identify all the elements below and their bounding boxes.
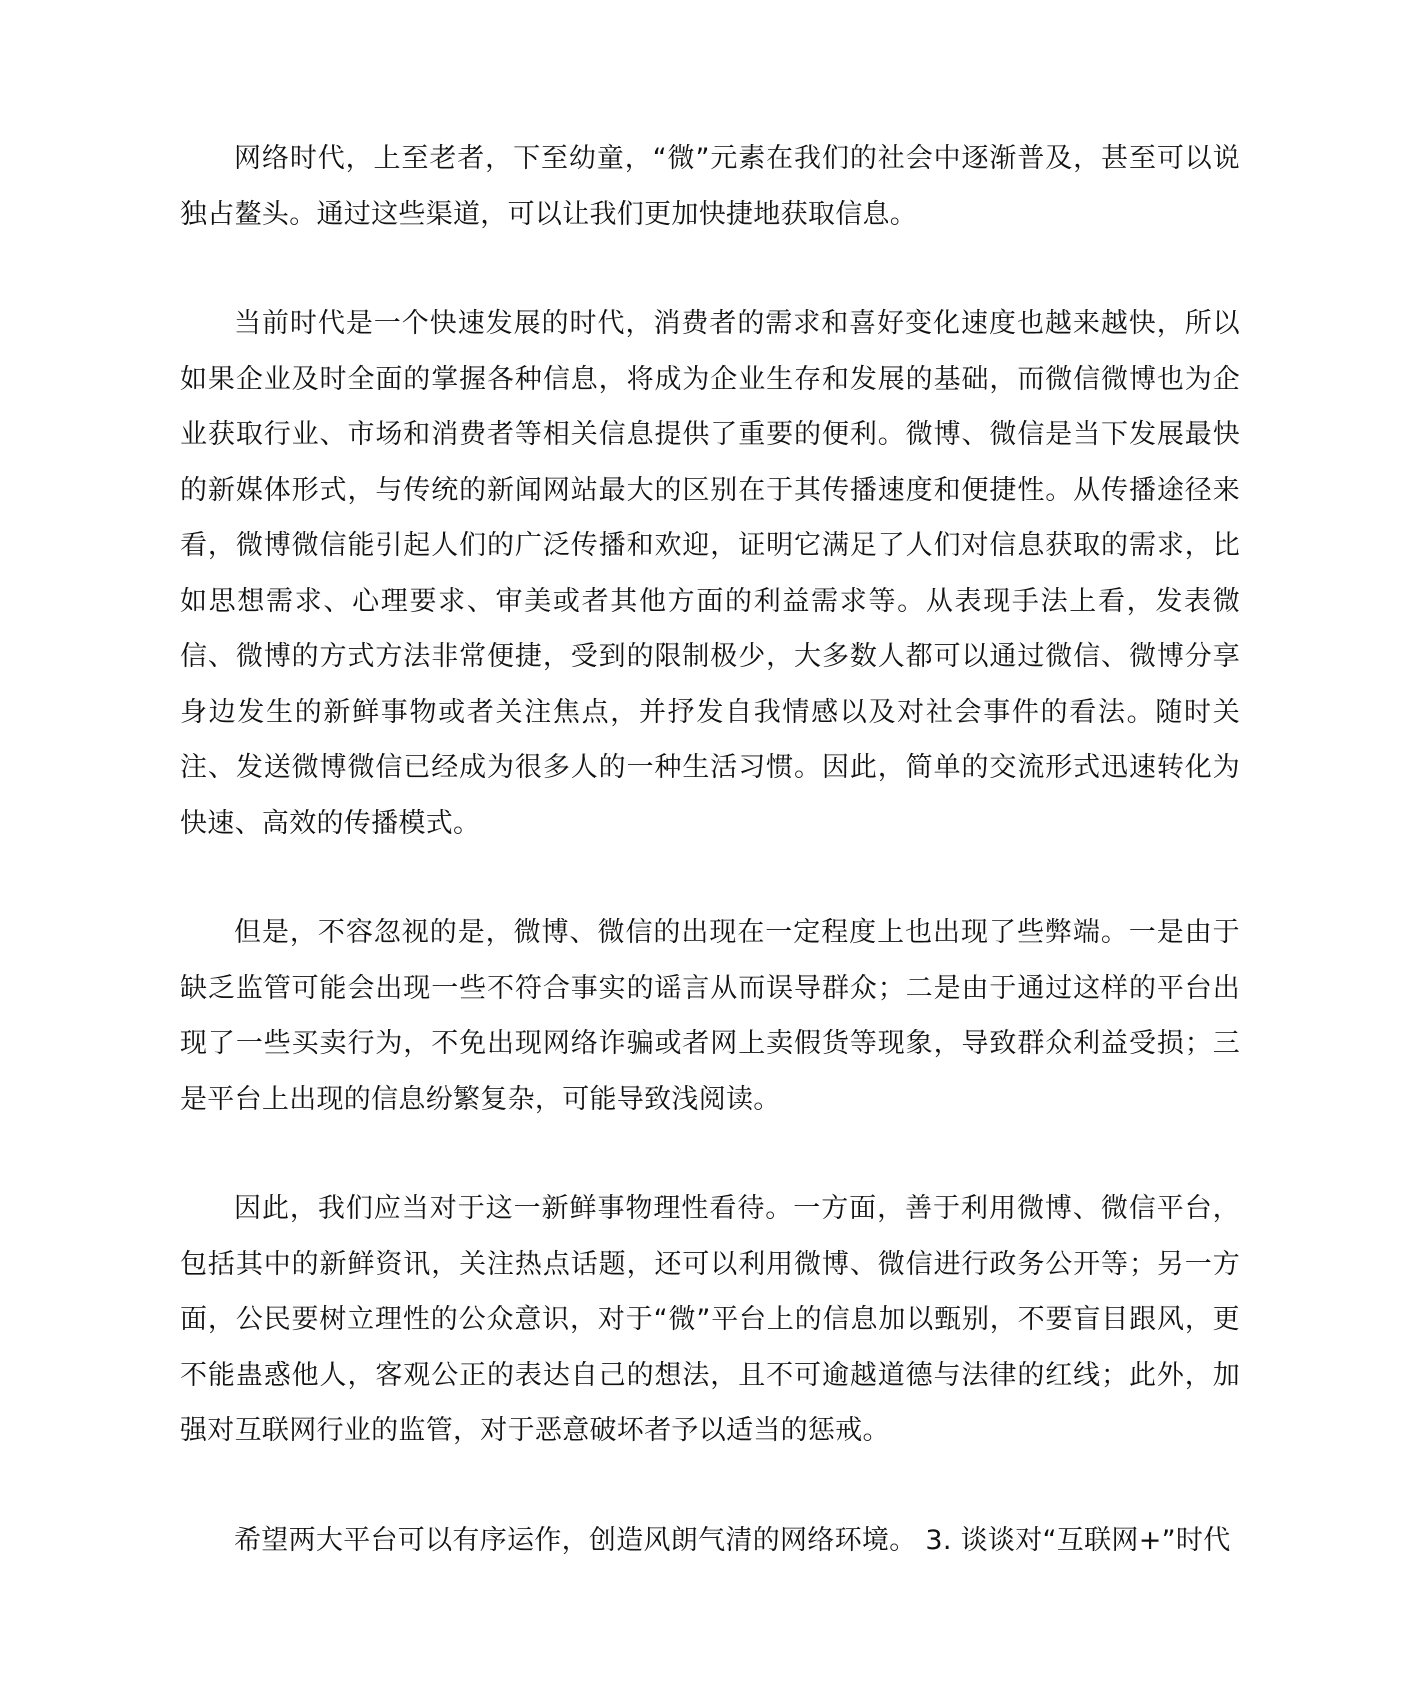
paragraph-5: 希望两大平台可以有序运作，创造风朗气清的网络环境。 3. 谈谈对“互联网+”时代 xyxy=(234,1524,1231,1556)
paragraph-2: 当前时代是一个快速发展的时代，消费者的需求和喜好变化速度也越来越快，所以如果企业及时全面的掌握各种信息，将成为企业生存和发展的基础，而微信微博也为企业获取行业、市场和消费者等相关信息提供了重要的便利。微博、微信是当下发展最快的新媒体形式，与传统的新闻网站最大的区别在于其传播速度和便捷性。从传播途径来看，微博微信能引起人们的广泛传播和欢迎，证明它满足了人们对信息获取的需求，比如思想需求、心理要求、审美或者其他方面的利益需求等。从表现手法上看，发表微信、微博的方式方法非常便捷，受到的限制极少，大多数人都可以通过微信、微博分享身边发生的新鲜事物或者关注焦点，并抒发自我情感以及对社会事件的看法。随时关注、发送微博微信已经成为很多人的一种生活习惯。因此，简单的交流形式迅速转化为快速、高效的传播模式。 xyxy=(180,308,1240,839)
paragraph-3: 但是，不容忽视的是，微博、微信的出现在一定程度上也出现了些弊端。一是由于缺乏监管可能会出现一些不符合事实的谣言从而误导群众；二是由于通过这样的平台出现了一些买卖行为，不免出现网络诈骗或者网上卖假货等现象，导致群众利益受损；三是平台上出现的信息纷繁复杂，可能导致浅阅读。 xyxy=(180,917,1240,1115)
paragraph-1: 网络时代，上至老者，下至幼童，“微”元素在我们的社会中逐渐普及，甚至可以说独占鳌头。通过这些渠道，可以让我们更加快捷地获取信息。 xyxy=(180,143,1240,230)
paragraph-4: 因此，我们应当对于这一新鲜事物理性看待。一方面，善于利用微博、微信平台，包括其中的新鲜资讯，关注热点话题，还可以利用微博、微信进行政务公开等；另一方面，公民要树立理性的公众意识，对于“微”平台上的信息加以甄别，不要盲目跟风，更不能蛊惑他人，客观公正的表达自己的想法，且不可逾越道德与法律的红线；此外，加强对互联网行业的监管，对于恶意破坏者予以适当的惩戒。 xyxy=(180,1193,1240,1446)
document-page xyxy=(180,131,1240,1568)
